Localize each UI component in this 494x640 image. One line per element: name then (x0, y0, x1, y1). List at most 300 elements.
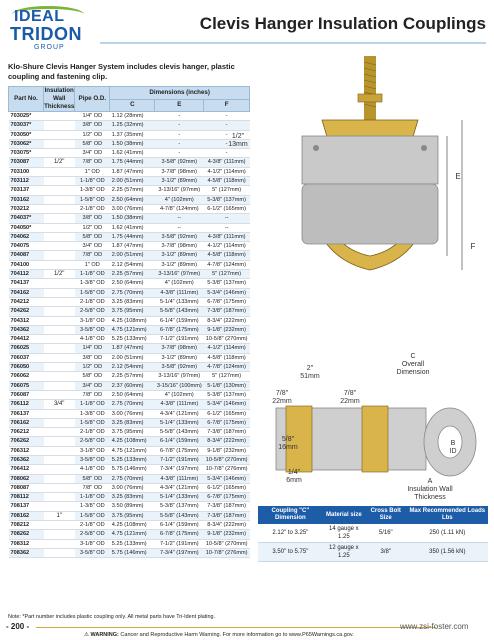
bolt-cell: 12 gauge x 1.25 (323, 543, 365, 562)
insulation-cell (44, 446, 75, 455)
dim-c-cell: 2.75 (70mm) (110, 400, 155, 409)
table-row (9, 483, 250, 492)
table-row (9, 502, 250, 511)
dim-c-cell: 4.25 (108mm) (110, 521, 155, 530)
dim-c-cell: 2.00 (51mm) (110, 251, 155, 260)
dim-e-cell: 7-1/2" (191mm) (155, 539, 204, 548)
table-row (9, 204, 250, 213)
intro-text: Klo-Shure Clevis Hanger System includes clevis hanger, plastic coupling and fastening clip. (8, 62, 235, 81)
dim-f-cell: 6-7/8" (175mm) (204, 418, 250, 427)
dim-c-cell: 5.75 (146mm) (110, 465, 155, 474)
footer-divider (36, 627, 436, 628)
table-note: Note: *Part number includes plastic coupling only. All metal parts have Tri-Ident plating. (8, 614, 215, 620)
table-row (9, 223, 250, 232)
part-number-cell: 703050* (9, 130, 44, 139)
dim-f-cell: 10-5/8" (270mm) (205, 336, 248, 343)
dim-e-cell: - (155, 121, 204, 130)
header-pipe-od: Pipe O.D. (75, 87, 110, 112)
dim-c-cell: 2.12 (54mm) (110, 260, 155, 269)
part-number-cell: 703037* (9, 121, 44, 130)
insulation-cell (44, 167, 75, 176)
bolt-cell: 2.12" to 3.25" (258, 524, 323, 543)
dim-c-label: C Overall Dimension (396, 353, 430, 376)
dim-e-cell: 3-5/8" (92mm) (155, 363, 204, 372)
part-number-cell: 706075 (9, 381, 44, 390)
insulation-cell (44, 112, 75, 121)
dim-e-cell: 6-7/8" (175mm) (155, 530, 204, 539)
pipe-od-cell: 1-1/8" OD (75, 270, 110, 279)
dim-f-cell: 7-3/8" (187mm) (204, 428, 250, 437)
bolt-cell: 5/16" (365, 524, 407, 543)
dim-e-cell: - (155, 130, 204, 139)
pipe-od-cell: 2-1/8" OD (75, 428, 110, 437)
insulation-cell (44, 428, 75, 437)
part-number-cell: 708087 (9, 483, 44, 492)
table-row (9, 279, 250, 288)
part-number-cell: 706212 (9, 428, 44, 437)
dim-c-cell: 3.00 (76mm) (110, 409, 155, 418)
table-row (9, 288, 250, 297)
bolt-cell: 14 gauge x 1.25 (323, 524, 365, 543)
pipe-od-cell: 3/8" OD (75, 353, 110, 362)
warning-icon: ⚠ (84, 632, 89, 638)
table-row (9, 242, 250, 251)
part-number-cell: 704412 (9, 335, 44, 344)
pipe-od-cell: 1/4" OD (75, 112, 110, 121)
dim-c-cell: 4.75 (121mm) (110, 530, 155, 539)
dim-c-cell: 1.87 (47mm) (110, 344, 155, 353)
title-divider (100, 42, 486, 44)
pipe-od-cell: 3/4" OD (75, 149, 110, 158)
dim-e-cell: - (155, 112, 204, 121)
part-number-cell: 703087 (9, 158, 44, 167)
table-row (9, 493, 250, 502)
dim-c-cell: 3.00 (76mm) (110, 204, 155, 213)
dim-c-cell: 1.87 (47mm) (110, 242, 155, 251)
dim-f-cell: 4-1/2" (114mm) (204, 344, 250, 353)
dim-f-cell: 4-3/8" (111mm) (204, 158, 250, 167)
pipe-od-cell: 5/8" OD (75, 372, 110, 381)
table-row (9, 548, 250, 557)
brand-logo (10, 6, 88, 58)
dim-f-cell: 7-3/8" (187mm) (204, 511, 250, 520)
dim-e-cell: 5-1/4" (133mm) (155, 493, 204, 502)
insulation-cell (44, 260, 75, 269)
dim-e-cell: 3-5/8" (92mm) (155, 232, 204, 241)
header-part-no: Part No. (9, 87, 44, 112)
insulation-cell (44, 381, 75, 390)
table-row (9, 214, 250, 223)
dim-c-cell: 2.37 (60mm) (110, 381, 155, 390)
page-title: Clevis Hanger Insulation Couplings (199, 14, 486, 33)
spec-table-body (9, 112, 250, 558)
dim-c-cell: 1.62 (41mm) (110, 223, 155, 232)
part-number-cell: 704212 (9, 297, 44, 306)
insulation-cell (44, 223, 75, 232)
pipe-od-cell: 7/8" OD (75, 251, 110, 260)
pipe-od-cell: 1-3/8" OD (75, 502, 110, 511)
part-number-cell: 704075 (9, 242, 44, 251)
website-link[interactable]: www.zsi-foster.com (400, 622, 469, 631)
page-number: - 200 - (6, 622, 30, 631)
pipe-od-cell: 3-1/8" OD (75, 539, 110, 548)
insulation-cell (44, 149, 75, 158)
dim-e-cell: 3-1/2" (89mm) (155, 353, 204, 362)
part-number-cell: 706112 (9, 400, 44, 409)
dim-f-cell: 8-3/4" (222mm) (204, 521, 250, 530)
insulation-cell (44, 251, 75, 260)
dim-c-cell: 2.25 (57mm) (110, 270, 155, 279)
table-row (9, 270, 250, 279)
dim-c-cell: 4.25 (108mm) (110, 437, 155, 446)
dim-c-cell: 5.75 (146mm) (110, 548, 155, 557)
part-number-cell: 708212 (9, 521, 44, 530)
dim-f-cell: 5" (127mm) (204, 270, 250, 279)
table-row (9, 446, 250, 455)
table-row (9, 363, 250, 372)
dim-c-cell: 2.75 (70mm) (110, 474, 155, 483)
insulation-cell (44, 214, 75, 223)
dim-e-cell: 3-5/8" (92mm) (155, 158, 204, 167)
pipe-od-cell: 3/8" OD (75, 214, 110, 223)
logo-ideal: IDEAL (14, 8, 65, 25)
pipe-od-cell: 1/2" OD (75, 130, 110, 139)
bolt-table (258, 506, 488, 562)
insulation-cell (44, 195, 75, 204)
table-row (9, 381, 250, 390)
dim-f-label: F (470, 242, 476, 251)
dim-c-cell: 2.50 (64mm) (110, 390, 155, 399)
part-number-cell: 706162 (9, 418, 44, 427)
insulation-cell (44, 232, 75, 241)
dim-e-cell: 3-7/8" (98mm) (155, 344, 204, 353)
table-row (9, 511, 250, 520)
insulation-cell (44, 279, 75, 288)
pipe-od-cell: 1-3/8" OD (75, 279, 110, 288)
table-row (9, 530, 250, 539)
table-row (9, 139, 250, 148)
clip-right (362, 406, 388, 472)
insulation-cell (44, 493, 75, 502)
pipe-od-cell: 2-1/8" OD (75, 204, 110, 213)
pipe-od-cell: 5/8" OD (75, 139, 110, 148)
part-number-cell: 708312 (9, 539, 44, 548)
pipe-od-cell: 2-5/8" OD (75, 437, 110, 446)
bolt-cell: 350 (1.56 kN) (407, 543, 488, 562)
table-row (9, 130, 250, 139)
table-row (9, 167, 250, 176)
warning-text: Cancer and Reproductive Harm Warning. For more information go to www.P65Warnings.ca.gov. (120, 632, 354, 638)
dim-e-cell: 5-1/4" (133mm) (155, 297, 204, 306)
dim-f-cell: 8-3/4" (222mm) (204, 437, 250, 446)
pipe-od-cell: 3-5/8" OD (75, 455, 110, 464)
insulation-cell (44, 139, 75, 148)
dim-b-label: B ID (449, 440, 457, 455)
pipe-od-cell: 1" OD (75, 260, 110, 269)
dim-e-label: E (455, 172, 461, 181)
dim-e-cell: 5-5/8" (143mm) (155, 428, 204, 437)
part-number-cell: 708262 (9, 530, 44, 539)
dim-e-cell: 6-1/4" (159mm) (155, 437, 204, 446)
dim-f-cell: 5" (127mm) (204, 372, 250, 381)
dim-f-cell: -- (204, 223, 250, 232)
insulation-cell (44, 502, 75, 511)
part-number-cell: 704362 (9, 325, 44, 334)
pipe-od-cell: 3-1/8" OD (75, 316, 110, 325)
dim-f-cell: 10-7/8" (276mm) (205, 549, 248, 556)
dim-c-cell: 1.75 (44mm) (110, 232, 155, 241)
dim-e-cell: 4-7/8" (124mm) (155, 204, 204, 213)
dim-c-cell: 5.25 (133mm) (110, 335, 155, 344)
dim-c-cell: 3.50 (89mm) (110, 502, 155, 511)
dim-c-cell: 2.50 (64mm) (110, 195, 155, 204)
dim-c-cell: 2.12 (54mm) (110, 363, 155, 372)
dim-f-cell: 10-5/8" (270mm) (205, 456, 248, 463)
dim-f-cell: 5-3/8" (137mm) (204, 390, 250, 399)
insulation-cell (44, 530, 75, 539)
table-row (9, 474, 250, 483)
table-row (9, 149, 250, 158)
insulation-cell (44, 204, 75, 213)
part-number-cell: 708062 (9, 474, 44, 483)
dim-e-cell: 7-1/2" (191mm) (155, 335, 204, 344)
dim-e-cell: 7-3/4" (197mm) (155, 548, 204, 557)
part-number-cell: 706062 (9, 372, 44, 381)
dim-c-cell: 4.25 (108mm) (110, 316, 155, 325)
part-number-cell: 706362 (9, 455, 44, 464)
insulation-cell (44, 316, 75, 325)
insulation-cell (44, 297, 75, 306)
dim-e-cell: -- (155, 214, 204, 223)
part-number-cell: 706037 (9, 353, 44, 362)
table-row (9, 307, 250, 316)
part-number-cell: 704050* (9, 223, 44, 232)
dim-c-cell: 3.75 (95mm) (110, 307, 155, 316)
part-number-cell: 703100 (9, 167, 44, 176)
dim-f-cell: 5-3/4" (146mm) (204, 400, 250, 409)
dim-f-cell: -- (204, 214, 250, 223)
dim-c-cell: 3.25 (83mm) (110, 297, 155, 306)
part-number-cell: 708137 (9, 502, 44, 511)
dim-e-cell: 5-3/8" (137mm) (155, 502, 204, 511)
insulation-cell (44, 130, 75, 139)
dim-e-cell: 3-1/2" (89mm) (155, 177, 204, 186)
dim-e-cell: -- (155, 223, 204, 232)
part-number-cell: 704100 (9, 260, 44, 269)
table-row (258, 524, 488, 543)
table-row (9, 260, 250, 269)
pipe-od-cell: 7/8" OD (75, 390, 110, 399)
insulation-cell (44, 483, 75, 492)
pipe-od-cell: 1-1/8" OD (75, 493, 110, 502)
part-number-cell: 704262 (9, 307, 44, 316)
part-number-cell: 704162 (9, 288, 44, 297)
dim-e-cell: 7-1/2" (191mm) (155, 455, 204, 464)
pipe-od-cell: 3-1/8" OD (75, 446, 110, 455)
dim-e-cell: 4-3/8" (111mm) (155, 474, 204, 483)
dim-e-cell: 6-7/8" (175mm) (155, 325, 204, 334)
logo-tridon: TRIDON (10, 24, 82, 44)
dim-e-cell: 4-3/8" (111mm) (155, 400, 204, 409)
dim-e-cell: 4-3/4" (121mm) (155, 483, 204, 492)
table-row (9, 186, 250, 195)
dim-1-4-label: 1/4" 6mm (286, 469, 302, 484)
pipe-od-cell: 1-5/8" OD (75, 511, 110, 520)
pipe-od-cell: 7/8" OD (75, 158, 110, 167)
dim-f-cell: 5-3/8" (137mm) (204, 279, 250, 288)
insulation-cell (44, 409, 75, 418)
pipe-od-cell: 2-5/8" OD (75, 307, 110, 316)
pipe-od-cell: 4-1/8" OD (75, 465, 110, 474)
dim-f-cell: 5" (127mm) (204, 186, 250, 195)
dim-5-8-label: 5/8" 16mm (278, 436, 298, 451)
table-row (9, 455, 250, 464)
dim-c-cell: 3.75 (95mm) (110, 511, 155, 520)
bolt-cell: 3/8" (365, 543, 407, 562)
dim-c-cell: 3.25 (83mm) (110, 418, 155, 427)
header-e: E (155, 99, 204, 112)
dim-c-cell: 1.50 (38mm) (110, 139, 155, 148)
dim-f-cell: - (204, 139, 250, 148)
dim-e-cell: 4" (102mm) (155, 195, 204, 204)
part-number-cell: 704312 (9, 316, 44, 325)
part-number-cell: 703137 (9, 186, 44, 195)
pipe-od-cell: 5/8" OD (75, 232, 110, 241)
insulation-cell (44, 121, 75, 130)
pipe-od-cell: 1/4" OD (75, 344, 110, 353)
part-number-cell: 706262 (9, 437, 44, 446)
dim-e-cell: 3-13/16" (97mm) (155, 186, 204, 195)
pipe-od-cell: 1-3/8" OD (75, 186, 110, 195)
coupling-body (302, 184, 438, 244)
pipe-od-cell: 2-1/8" OD (75, 521, 110, 530)
insulation-coupling (302, 136, 438, 184)
pipe-od-cell: 7/8" OD (75, 483, 110, 492)
part-number-cell: 703212 (9, 204, 44, 213)
dim-f-cell: - (204, 112, 250, 121)
pipe-od-cell: 3/8" OD (75, 121, 110, 130)
cross-bolt-right (421, 145, 427, 151)
dim-7-8-right-label: 7/8" 22mm (340, 390, 360, 405)
table-row (9, 409, 250, 418)
dim-e-cell: 3-1/2" (89mm) (155, 251, 204, 260)
table-row (9, 390, 250, 399)
bolt-header-max-load: Max Recommended Loads Lbs (407, 506, 488, 524)
pipe-od-cell: 3-5/8" OD (75, 548, 110, 557)
dim-e-cell: 4-3/4" (121mm) (155, 409, 204, 418)
pipe-od-cell: 4-1/8" OD (75, 335, 110, 344)
dim-c-cell: 1.50 (38mm) (110, 214, 155, 223)
dim-f-cell: - (204, 149, 250, 158)
dim-c-cell: 3.25 (83mm) (110, 493, 155, 502)
table-row (9, 112, 250, 121)
dim-e-cell: 5-5/8" (143mm) (155, 307, 204, 316)
dim-c-cell: 3.75 (95mm) (110, 428, 155, 437)
part-number-cell: 708362 (9, 548, 44, 557)
part-number-cell: 703062* (9, 139, 44, 148)
table-row (9, 232, 250, 241)
insulation-cell: 1" (44, 511, 75, 520)
insulation-cell (44, 418, 75, 427)
dim-e-cell: 6-7/8" (175mm) (155, 446, 204, 455)
table-row (9, 428, 250, 437)
bolt-header-cross-bolt: Cross Bolt Size (365, 506, 407, 524)
table-row (9, 465, 250, 474)
insulation-cell (44, 390, 75, 399)
table-row (9, 521, 250, 530)
dim-f-cell: 5-3/4" (146mm) (204, 474, 250, 483)
dim-f-cell: 6-1/2" (165mm) (204, 409, 250, 418)
insulation-cell (44, 242, 75, 251)
part-number-cell: 706050 (9, 363, 44, 372)
table-row (9, 251, 250, 260)
part-number-cell: 703025* (9, 112, 44, 121)
insulation-cell (44, 186, 75, 195)
part-number-cell: 706137 (9, 409, 44, 418)
dim-e-cell: 3-7/8" (98mm) (155, 242, 204, 251)
dim-f-cell: 6-7/8" (175mm) (204, 297, 250, 306)
part-number-cell: 706312 (9, 446, 44, 455)
dim-f-cell: 4-1/2" (114mm) (204, 242, 250, 251)
dim-c-cell: 2.00 (51mm) (110, 353, 155, 362)
header-insulation: Insulation Wall Thickness (44, 87, 75, 110)
part-number-cell: 708162 (9, 511, 44, 520)
part-number-cell: 704062 (9, 232, 44, 241)
table-row (9, 539, 250, 548)
part-number-cell: 704137 (9, 279, 44, 288)
bolt-cell: 250 (1.11 kN) (407, 524, 488, 543)
insulation-cell (44, 437, 75, 446)
insulation-cell (44, 344, 75, 353)
dim-f-cell: 6-1/2" (165mm) (204, 483, 250, 492)
table-row (9, 177, 250, 186)
insulation-cell (44, 372, 75, 381)
part-number-cell: 703075* (9, 149, 44, 158)
header-c: C (110, 99, 155, 112)
dim-c-cell: 2.50 (64mm) (110, 279, 155, 288)
insulation-cell (44, 335, 75, 344)
dim-f-cell: 4-5/8" (118mm) (204, 251, 250, 260)
insulation-cell (44, 548, 75, 557)
table-row (9, 158, 250, 167)
table-row (9, 325, 250, 334)
pipe-od-cell: 3-5/8" OD (75, 325, 110, 334)
dim-c-cell: 1.62 (41mm) (110, 149, 155, 158)
dim-c-cell: 4.75 (121mm) (110, 446, 155, 455)
table-row (9, 353, 250, 362)
dim-c-cell: 1.12 (28mm) (110, 112, 155, 121)
dim-e-cell: - (155, 149, 204, 158)
pipe-od-cell: 2-5/8" OD (75, 530, 110, 539)
dim-f-cell: 4-7/8" (124mm) (204, 363, 250, 372)
part-number-cell: 706025 (9, 344, 44, 353)
dim-a-label: A Insulation Wall Thickness (407, 478, 453, 501)
dim-f-cell: 9-1/8" (232mm) (204, 325, 250, 334)
dim-e-cell: 3-15/16" (100mm) (156, 382, 202, 389)
dim-f-cell: 10-7/8" (276mm) (205, 466, 248, 473)
dim-f-cell: - (204, 121, 250, 130)
cross-bolt-left (313, 145, 319, 151)
dim-c-cell: 4.75 (121mm) (110, 325, 155, 334)
part-number-cell: 704112 (9, 270, 44, 279)
dim-e-cell: 7-3/4" (197mm) (155, 465, 204, 474)
dim-f-cell: 7-3/8" (187mm) (204, 307, 250, 316)
pipe-od-cell: 5/8" OD (75, 474, 110, 483)
dim-c-cell: 5.25 (133mm) (110, 539, 155, 548)
dim-rod-label: 1/2" 13mm (228, 133, 248, 148)
hex-nut (358, 94, 382, 102)
logo-group: GROUP (34, 44, 65, 51)
